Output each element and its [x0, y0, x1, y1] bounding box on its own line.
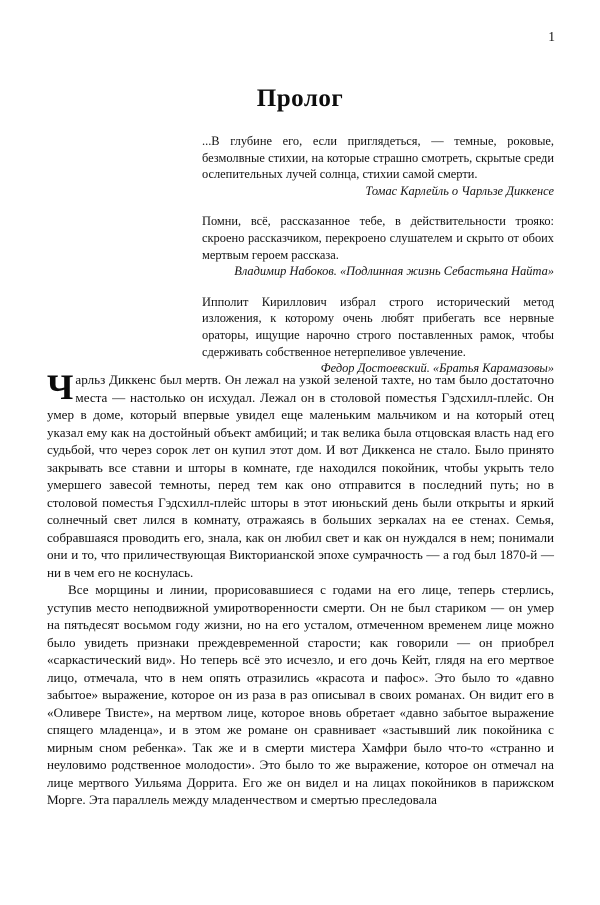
epigraph-block: [202, 133, 554, 377]
epigraph-text: Помни, всё, рассказанное тебе, в действительности трояко: скроено рассказчиком, перекроено слушателем и скрыто от обоих мертвым героем рассказа.: [202, 214, 554, 262]
epigraph-text: ...В глубине его, если приглядеться, — темные, роковые, безмолвные стихии, на которые страшно смотреть, скрытые среди ослепительных лучей солнца, стихии самой смерти.: [202, 134, 554, 182]
paragraph-text: арльз Диккенс был мертв. Он лежал на узкой зеленой тахте, но там было достаточно места — настолько он исхудал. Лежал он в столовой поместья Гэдсхилл-плейс. Он умер в доме, который впервые увидел еще маленьким мальчиком и на который отец указал ему как на достойный объект амбиций; и так велика была отцовская власть над его судьбой, что через сорок лет он купил этот дом. И вот Диккенса не стало. Было принято закрывать все ставни и шторы в комнате, где находился покойник, чтобы укрыть тело умершего завесой темноты, перед тем как оно отправится в последний путь; но в столовой поместья Гэдсхилл-плейс шторы в этот июньский день были открыты и яркий солнечный свет лился в комнату, отражаясь в больших зеркалах на ее стенах. Семья, собравшаяся проводить его, знала, как он любил свет и как он нуждался в нем; понимали они и то, что приличествующая Викторианской эпохе сумрачность — а год был 1870-й — ни в чем его не коснулась.: [47, 372, 554, 580]
epigraph-attribution: Томас Карлейль о Чарльзе Диккенсе: [365, 183, 554, 198]
epigraph-attribution: Федор Достоевский. «Братья Карамазовы»: [320, 361, 554, 376]
drop-cap: Ч: [47, 367, 74, 407]
epigraph-item: [202, 294, 554, 377]
epigraph-item: [202, 213, 554, 279]
epigraph-attribution: Владимир Набоков. «Подлинная жизнь Себастьяна Найта»: [234, 264, 554, 279]
epigraph-text: Ипполит Кириллович избрал строго исторический метод изложения, к которому очень любят прибегать все нервные ораторы, ищущие нарочно строго поставленных рамок, чтобы сдерживать собственное нетерпеливое увлечение.: [202, 294, 554, 359]
page-title: Пролог: [256, 84, 344, 112]
page-number: 1: [548, 29, 555, 44]
paragraph-text: Все морщины и линии, прорисовавшиеся с годами на его лице, теперь стерлись, уступив место неподвижной умиротворенности смерти. Он не был стариком — он умер на пятьдесят восьмом году жизни, но на его усталом, отмеченном временем лице можно было увидеть признаки преждевременной старости; как говорили — он приобрел «саркастический вид». Но теперь всё это исчезло, и его дочь Кейт, глядя на его мертвое лицо, отмечала, что в нем опять отразились «красота и пафос». Это было то «давно забытое» выражение, которое он из раза в раз описывал в своих романах. Он видит его в «Оливере Твисте», на мертвом лице, которое вновь обретает «давно забытое выражение спящего младенца», и в этом же романе он сравнивает «застывший лик покойника с мирным сном ребенка». Так же и в смерти мистера Хамфри было что-то «странно и неуловимо родственное молодости». Это было то же выражение, которое он отмечал на лице мертвого Уильяма Доррита. Его же он видел и на лицах покойников в парижском Морге. Эта параллель между младенчеством и смертью преследовала: [47, 582, 554, 807]
paragraph: [47, 581, 554, 809]
epigraph-item: [202, 133, 554, 199]
